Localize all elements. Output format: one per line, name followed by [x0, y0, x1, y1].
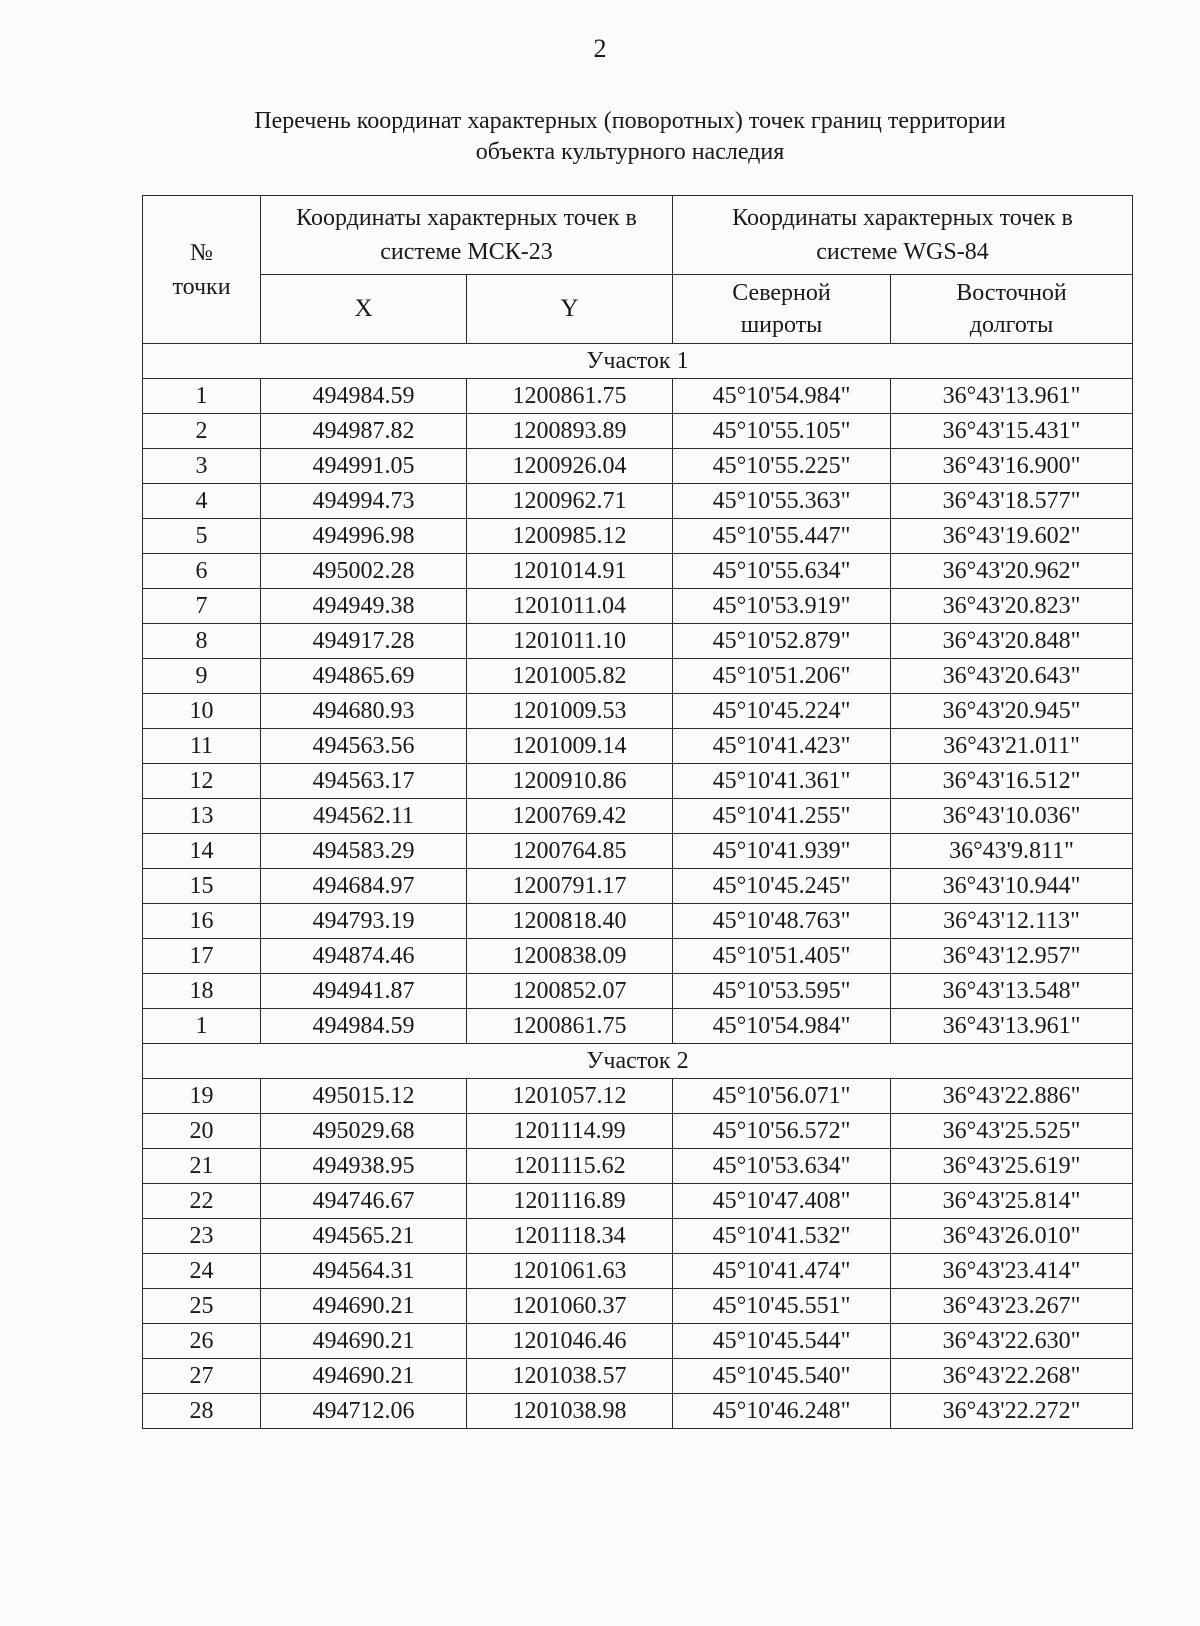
cell-lon: 36°43'12.113"	[891, 904, 1133, 939]
cell-lat: 45°10'46.248"	[673, 1394, 891, 1429]
cell-lat: 45°10'53.919"	[673, 589, 891, 624]
cell-lon: 36°43'20.823"	[891, 589, 1133, 624]
table-row	[143, 1114, 1133, 1149]
cell-y: 1201005.82	[467, 659, 673, 694]
cell-point: 1	[143, 379, 261, 414]
cell-lat: 45°10'55.447"	[673, 519, 891, 554]
coordinates-table	[142, 195, 1133, 1429]
table-row	[143, 939, 1133, 974]
cell-point: 26	[143, 1324, 261, 1359]
table-row	[143, 1079, 1133, 1114]
cell-lat: 45°10'52.879"	[673, 624, 891, 659]
document-title-line-2: объекта культурного наследия	[475, 139, 785, 165]
cell-lon: 36°43'20.962"	[891, 554, 1133, 589]
cell-point: 23	[143, 1219, 261, 1254]
cell-point: 16	[143, 904, 261, 939]
cell-point: 25	[143, 1289, 261, 1324]
table-row	[143, 1394, 1133, 1429]
cell-point: 27	[143, 1359, 261, 1394]
cell-x: 494865.69	[261, 659, 467, 694]
cell-x: 494994.73	[261, 484, 467, 519]
cell-lon: 36°43'22.268"	[891, 1359, 1133, 1394]
cell-lon: 36°43'15.431"	[891, 414, 1133, 449]
cell-y: 1200791.17	[467, 869, 673, 904]
cell-lon: 36°43'25.525"	[891, 1114, 1133, 1149]
cell-lon: 36°43'22.272"	[891, 1394, 1133, 1429]
cell-lat: 45°10'45.544"	[673, 1324, 891, 1359]
cell-lon: 36°43'25.619"	[891, 1149, 1133, 1184]
table-row	[143, 484, 1133, 519]
cell-point: 20	[143, 1114, 261, 1149]
header-wgs84-group	[673, 196, 1133, 275]
section-title: Участок 1	[143, 344, 1133, 379]
cell-point: 14	[143, 834, 261, 869]
cell-lat: 45°10'41.939"	[673, 834, 891, 869]
cell-lat: 45°10'45.224"	[673, 694, 891, 729]
cell-y: 1201009.53	[467, 694, 673, 729]
cell-y: 1201038.57	[467, 1359, 673, 1394]
table-row	[143, 1184, 1133, 1219]
cell-x: 494941.87	[261, 974, 467, 1009]
cell-lat: 45°10'51.405"	[673, 939, 891, 974]
cell-lon: 36°43'13.961"	[891, 1009, 1133, 1044]
cell-lat: 45°10'55.634"	[673, 554, 891, 589]
header-msk23-group	[261, 196, 673, 275]
cell-y: 1201114.99	[467, 1114, 673, 1149]
table-row	[143, 379, 1133, 414]
header-wgs84-label: Координаты характерных точек в системе WGS-84	[732, 205, 1073, 265]
cell-y: 1200910.86	[467, 764, 673, 799]
cell-lon: 36°43'10.036"	[891, 799, 1133, 834]
cell-lon: 36°43'23.267"	[891, 1289, 1133, 1324]
cell-point: 7	[143, 589, 261, 624]
cell-y: 1200769.42	[467, 799, 673, 834]
cell-lon: 36°43'20.945"	[891, 694, 1133, 729]
cell-lat: 45°10'41.474"	[673, 1254, 891, 1289]
cell-lon: 36°43'22.630"	[891, 1324, 1133, 1359]
cell-lat: 45°10'53.595"	[673, 974, 891, 1009]
table-row	[143, 974, 1133, 1009]
cell-y: 1201118.34	[467, 1219, 673, 1254]
cell-lon: 36°43'23.414"	[891, 1254, 1133, 1289]
cell-y: 1201057.12	[467, 1079, 673, 1114]
table-row	[143, 659, 1133, 694]
cell-lat: 45°10'51.206"	[673, 659, 891, 694]
table-row	[143, 1009, 1133, 1044]
cell-lat: 45°10'41.423"	[673, 729, 891, 764]
document-title	[160, 106, 1100, 168]
table-header	[143, 196, 1133, 344]
cell-point: 13	[143, 799, 261, 834]
header-longitude-label: Восточной долготы	[956, 280, 1067, 338]
cell-y: 1201115.62	[467, 1149, 673, 1184]
cell-y: 1201009.14	[467, 729, 673, 764]
cell-lon: 36°43'19.602"	[891, 519, 1133, 554]
table-row	[143, 1219, 1133, 1254]
section-title: Участок 2	[143, 1044, 1133, 1079]
cell-x: 494684.97	[261, 869, 467, 904]
cell-lat: 45°10'55.225"	[673, 449, 891, 484]
cell-point: 12	[143, 764, 261, 799]
cell-x: 494565.21	[261, 1219, 467, 1254]
cell-x: 494746.67	[261, 1184, 467, 1219]
cell-lon: 36°43'20.848"	[891, 624, 1133, 659]
cell-point: 21	[143, 1149, 261, 1184]
cell-x: 495015.12	[261, 1079, 467, 1114]
cell-point: 15	[143, 869, 261, 904]
cell-lat: 45°10'48.763"	[673, 904, 891, 939]
cell-lon: 36°43'25.814"	[891, 1184, 1133, 1219]
cell-lon: 36°43'21.011"	[891, 729, 1133, 764]
cell-y: 1201011.04	[467, 589, 673, 624]
cell-lon: 36°43'10.944"	[891, 869, 1133, 904]
table-row	[143, 589, 1133, 624]
cell-lat: 45°10'55.105"	[673, 414, 891, 449]
cell-lat: 45°10'56.572"	[673, 1114, 891, 1149]
cell-lat: 45°10'47.408"	[673, 1184, 891, 1219]
cell-point: 22	[143, 1184, 261, 1219]
table-row	[143, 904, 1133, 939]
table-row	[143, 694, 1133, 729]
cell-y: 1200852.07	[467, 974, 673, 1009]
cell-y: 1200861.75	[467, 379, 673, 414]
table-body	[143, 344, 1133, 1429]
cell-x: 494712.06	[261, 1394, 467, 1429]
cell-x: 494987.82	[261, 414, 467, 449]
cell-y: 1201061.63	[467, 1254, 673, 1289]
cell-x: 494984.59	[261, 379, 467, 414]
cell-lon: 36°43'18.577"	[891, 484, 1133, 519]
table-row	[143, 414, 1133, 449]
header-msk23-label: Координаты характерных точек в системе МСК-23	[296, 205, 637, 265]
header-longitude	[891, 275, 1133, 344]
header-y: Y	[467, 275, 673, 344]
table-row	[143, 764, 1133, 799]
table-row	[143, 1289, 1133, 1324]
cell-lat: 45°10'41.361"	[673, 764, 891, 799]
cell-x: 494583.29	[261, 834, 467, 869]
table-row	[143, 1254, 1133, 1289]
header-point-number	[143, 196, 261, 344]
cell-lat: 45°10'55.363"	[673, 484, 891, 519]
table-row	[143, 729, 1133, 764]
cell-x: 494991.05	[261, 449, 467, 484]
cell-y: 1201046.46	[467, 1324, 673, 1359]
cell-lat: 45°10'56.071"	[673, 1079, 891, 1114]
header-x: X	[261, 275, 467, 344]
cell-y: 1200838.09	[467, 939, 673, 974]
table-row	[143, 869, 1133, 904]
table-row	[143, 1359, 1133, 1394]
cell-lon: 36°43'26.010"	[891, 1219, 1133, 1254]
table-row	[143, 834, 1133, 869]
cell-y: 1200962.71	[467, 484, 673, 519]
cell-lat: 45°10'41.255"	[673, 799, 891, 834]
cell-x: 494874.46	[261, 939, 467, 974]
cell-point: 2	[143, 414, 261, 449]
cell-x: 494564.31	[261, 1254, 467, 1289]
cell-y: 1201116.89	[467, 1184, 673, 1219]
cell-x: 495002.28	[261, 554, 467, 589]
cell-x: 494680.93	[261, 694, 467, 729]
cell-x: 494563.17	[261, 764, 467, 799]
cell-lat: 45°10'53.634"	[673, 1149, 891, 1184]
cell-x: 494690.21	[261, 1289, 467, 1324]
cell-point: 5	[143, 519, 261, 554]
cell-x: 494563.56	[261, 729, 467, 764]
cell-x: 495029.68	[261, 1114, 467, 1149]
cell-x: 494690.21	[261, 1359, 467, 1394]
header-latitude-label: Северной широты	[732, 280, 831, 338]
cell-y: 1201060.37	[467, 1289, 673, 1324]
cell-lon: 36°43'16.512"	[891, 764, 1133, 799]
cell-point: 11	[143, 729, 261, 764]
table-row	[143, 519, 1133, 554]
cell-lon: 36°43'22.886"	[891, 1079, 1133, 1114]
cell-lat: 45°10'41.532"	[673, 1219, 891, 1254]
cell-x: 494690.21	[261, 1324, 467, 1359]
table-row	[143, 799, 1133, 834]
header-latitude	[673, 275, 891, 344]
cell-x: 494938.95	[261, 1149, 467, 1184]
cell-x: 494949.38	[261, 589, 467, 624]
cell-y: 1200861.75	[467, 1009, 673, 1044]
cell-point: 9	[143, 659, 261, 694]
cell-point: 1	[143, 1009, 261, 1044]
cell-x: 494996.98	[261, 519, 467, 554]
table-row	[143, 624, 1133, 659]
cell-y: 1200985.12	[467, 519, 673, 554]
cell-y: 1200926.04	[467, 449, 673, 484]
cell-y: 1200764.85	[467, 834, 673, 869]
cell-lat: 45°10'45.540"	[673, 1359, 891, 1394]
section-row	[143, 344, 1133, 379]
cell-point: 4	[143, 484, 261, 519]
cell-x: 494984.59	[261, 1009, 467, 1044]
table-row	[143, 554, 1133, 589]
cell-point: 19	[143, 1079, 261, 1114]
cell-lat: 45°10'54.984"	[673, 379, 891, 414]
cell-lon: 36°43'16.900"	[891, 449, 1133, 484]
cell-point: 17	[143, 939, 261, 974]
cell-lon: 36°43'13.961"	[891, 379, 1133, 414]
cell-lon: 36°43'12.957"	[891, 939, 1133, 974]
cell-lon: 36°43'13.548"	[891, 974, 1133, 1009]
section-row	[143, 1044, 1133, 1079]
cell-point: 8	[143, 624, 261, 659]
cell-point: 18	[143, 974, 261, 1009]
cell-y: 1200893.89	[467, 414, 673, 449]
cell-x: 494917.28	[261, 624, 467, 659]
cell-y: 1201038.98	[467, 1394, 673, 1429]
cell-point: 3	[143, 449, 261, 484]
cell-lat: 45°10'54.984"	[673, 1009, 891, 1044]
cell-lon: 36°43'20.643"	[891, 659, 1133, 694]
cell-x: 494562.11	[261, 799, 467, 834]
cell-lat: 45°10'45.245"	[673, 869, 891, 904]
cell-point: 24	[143, 1254, 261, 1289]
cell-y: 1201014.91	[467, 554, 673, 589]
cell-lon: 36°43'9.811"	[891, 834, 1133, 869]
page-number: 2	[593, 34, 607, 63]
document-title-line-1: Перечень координат характерных (поворотных) точек границ территории	[254, 108, 1006, 134]
cell-y: 1201011.10	[467, 624, 673, 659]
table-row	[143, 1149, 1133, 1184]
header-point-number-label: № точки	[172, 239, 231, 300]
cell-y: 1200818.40	[467, 904, 673, 939]
table-row	[143, 1324, 1133, 1359]
table-row	[143, 449, 1133, 484]
cell-point: 28	[143, 1394, 261, 1429]
cell-x: 494793.19	[261, 904, 467, 939]
cell-lat: 45°10'45.551"	[673, 1289, 891, 1324]
cell-point: 6	[143, 554, 261, 589]
cell-point: 10	[143, 694, 261, 729]
